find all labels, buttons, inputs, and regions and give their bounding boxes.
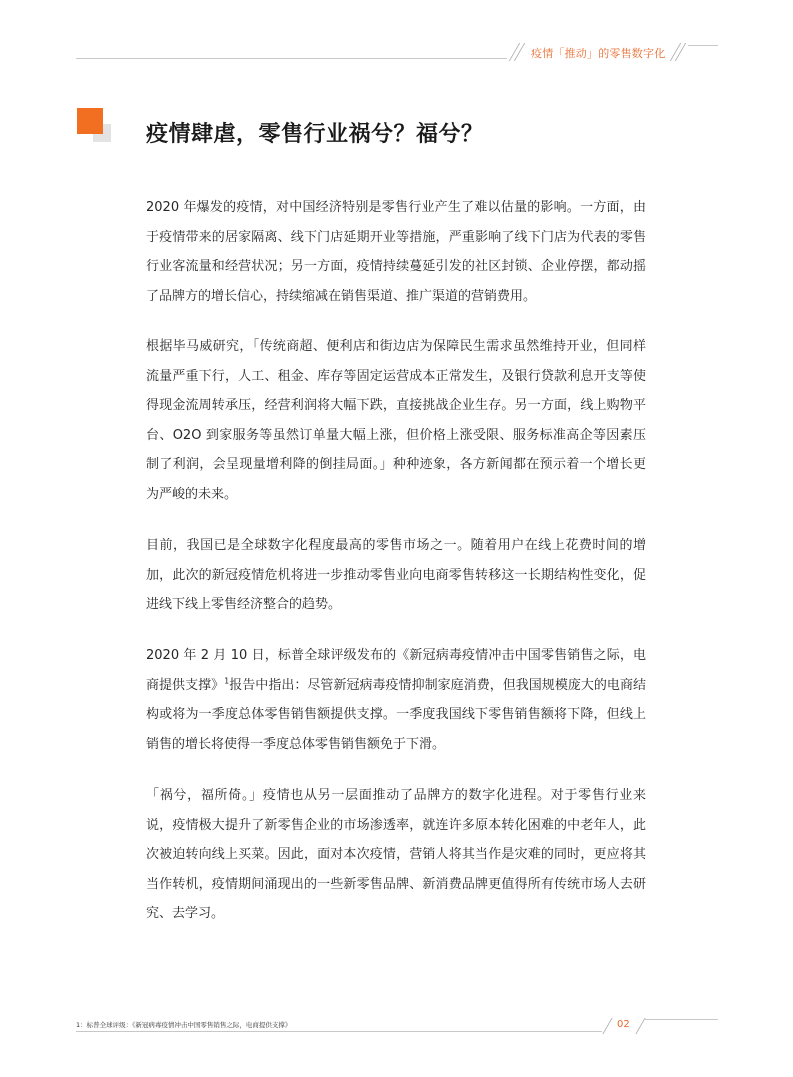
- paragraph-3: 目前，我国已是全球数字化程度最高的零售市场之一。随着用户在线上花费时间的增加，此次的新冠疫情危机将进一步推动零售业向电商零售转移这一长期结构性变化，促进线下线上零售经济整合的趋势。: [146, 538, 646, 612]
- footer-rule-right: [645, 1019, 718, 1020]
- page-number: 02: [617, 1019, 630, 1030]
- footer-slash-2: [635, 1018, 645, 1034]
- footnote-reference-1: 1: [224, 676, 230, 686]
- paragraph-4: [146, 641, 646, 759]
- header-rule-right: [688, 45, 718, 46]
- header-rule: [76, 58, 507, 59]
- title-accent-orange-block: [77, 108, 103, 134]
- header-slash-left-2: [514, 43, 525, 61]
- paragraph-2: 根据毕马威研究，「传统商超、便利店和街边店为保障民生需求虽然维持开业，但同样流量严重下行，人工、租金、库存等固定运营成本正常发生，及银行贷款利息开支等使得现金流周转承压，经营利润将大幅下跌，直接挑战企业生存。另一方面，线上购物平台、O2O 到家服务等虽然订单量大幅上涨，但价格上涨受限、服务标准高企等因素压制了利润，会呈现量增利降的倒挂局面。」种种迹象，各方新闻都在预示着一个增长更为严峻的未来。: [146, 339, 646, 502]
- header-slash-right-2: [675, 43, 686, 61]
- footer-slash-1: [602, 1018, 612, 1034]
- footnote: 1：标普全球评级：《新冠病毒疫情冲击中国零售销售之际，电商提供支撑》: [76, 1021, 292, 1029]
- paragraph-4-text-start: 2020 年 2 月 10 日，标普全球评级发布的《新冠病毒疫情冲击中国零售销售之际，电商提供支撑》: [146, 648, 646, 693]
- footer-rule: [76, 1031, 602, 1032]
- paragraph-5: 「祸兮，福所倚。」疫情也从另一层面推动了品牌方的数字化进程。对于零售行业来说，疫情极大提升了新零售企业的市场渗透率，就连许多原本转化困难的中老年人，此次被迫转向线上买菜。因此，面对本次疫情，营销人将其当作是灾难的同时，更应将其当作转机，疫情期间涌现出的一些新零售品牌、新消费品牌更值得所有传统市场人去研究、去学习。: [146, 788, 646, 921]
- paragraph-4-text-end: 报告中指出：尽管新冠病毒疫情抑制家庭消费，但我国规模庞大的电商结构或将为一季度总体零售销售额提供支撑。一季度我国线下零售销售额将下降，但线上销售的增长将使得一季度总体零售销售额免于下滑。: [146, 677, 646, 752]
- page-title: 疫情肆虐，零售行业祸兮？福兮？: [146, 122, 484, 147]
- paragraph-1: 2020 年爆发的疫情，对中国经济特别是零售行业产生了难以估量的影响。一方面，由于疫情带来的居家隔离、线下门店延期开业等措施，严重影响了线下门店为代表的零售行业客流量和经营状况；另一方面，疫情持续蔓延引发的社区封锁、企业停摆，都动摇了品牌方的增长信心，持续缩减在销售渠道、推广渠道的营销费用。: [146, 200, 646, 304]
- section-header-title: 疫情「推动」的零售数字化: [531, 47, 666, 60]
